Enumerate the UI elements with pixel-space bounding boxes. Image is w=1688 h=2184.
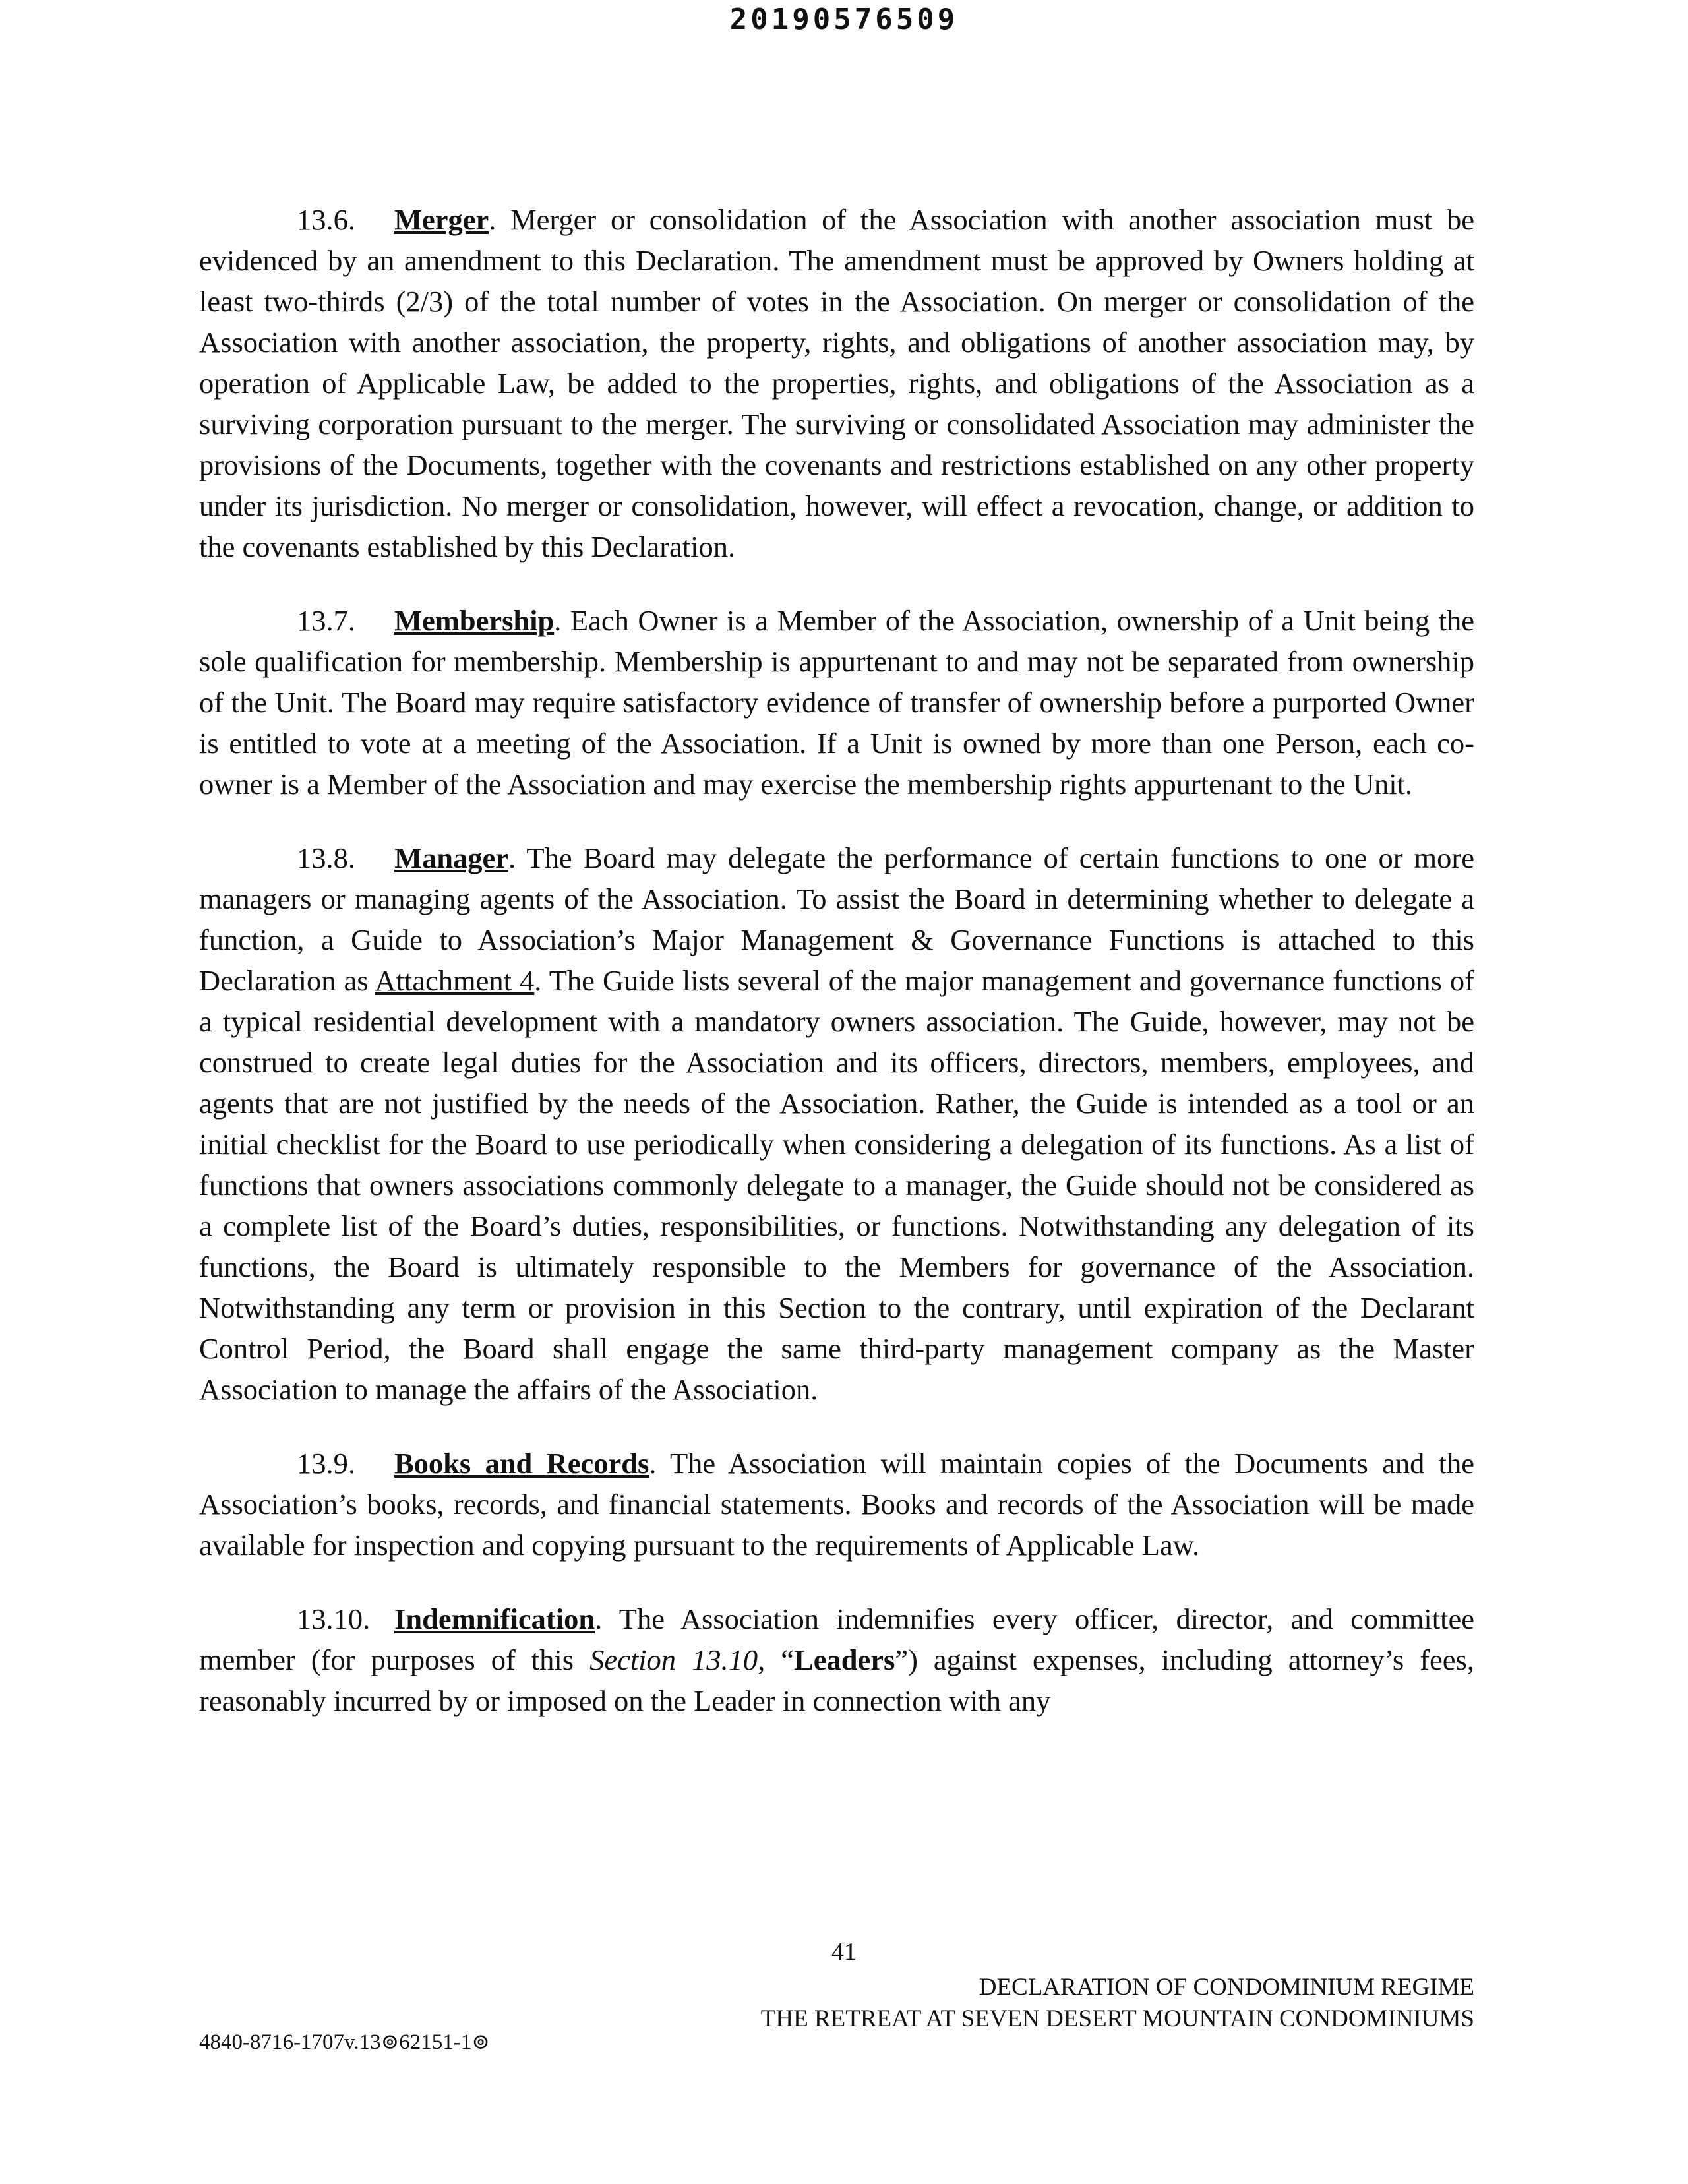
footer-title-line-2: THE RETREAT AT SEVEN DESERT MOUNTAIN CONDOMINIUMS xyxy=(760,2005,1474,2032)
section-heading-membership: Membership xyxy=(394,604,555,637)
section-number: 13.6. xyxy=(297,203,355,236)
section-reference: Section 13.10 xyxy=(589,1643,758,1676)
section-manager xyxy=(199,837,1474,1410)
section-indemnification xyxy=(199,1598,1474,1721)
section-number: 13.7. xyxy=(297,604,355,637)
section-text: , “ xyxy=(758,1643,795,1676)
section-heading-books-and-records: Books and Records xyxy=(394,1447,649,1480)
section-heading-merger: Merger xyxy=(394,203,489,236)
attachment-4-link[interactable]: Attachment 4 xyxy=(375,964,535,997)
section-text: . The Board may delegate the performance of certain functions to one or more managers or managing agents of the Association. To assist the Board in determining whether to delegate a function, a Guide to Association’s Major Management & Governance Functions is attached to this Declaration as xyxy=(199,841,1474,997)
defined-term-leaders: Leaders xyxy=(794,1643,895,1676)
document-id: 4840-8716-1707v.13⊚62151-1⊚ xyxy=(199,2030,490,2054)
section-heading-manager: Manager xyxy=(394,841,509,874)
footer-document-title xyxy=(761,1972,1474,2035)
section-number: 13.8. xyxy=(297,841,355,874)
section-text: . The Association indemnifies every officer, director, and committee member (for purposes of this xyxy=(199,1602,1474,1676)
section-heading-indemnification: Indemnification xyxy=(394,1602,595,1635)
section-text: . Merger or consolidation of the Association with another association must be evidenced by an amendment to this Declaration. The amendment must be approved by Owners holding at least two-thirds (2/3) of the total number of votes in the Association. On merger or consolidation of the Association with another association, the property, rights, and obligations of another association may, by operation of Applicable Law, be added to the properties, rights, and obligations of the Association as a surviving corporation pursuant to the merger. The surviving or consolidated Association may administer the provisions of the Documents, together with the covenants and restrictions established on any other property under its jurisdiction. No merger or consolidation, however, will effect a revocation, change, or addition to the covenants established by this Declaration. xyxy=(199,203,1474,563)
section-number: 13.9. xyxy=(297,1447,355,1480)
section-number: 13.10. xyxy=(297,1602,371,1635)
section-text: . The Guide lists several of the major management and governance functions of a typical residential development with a mandatory owners association. The Guide, however, may not be construed to create legal duties for the Association and its officers, directors, members, employees, and agents that are not justified by the needs of the Association. Rather, the Guide is intended as a tool or an initial checklist for the Board to use periodically when considering a delegation of its functions. As a list of functions that owners associations commonly delegate to a manager, the Guide should not be considered as a complete list of the Board’s duties, responsibilities, or functions. Notwithstanding any delegation of its functions, the Board is ultimately responsible to the Members for governance of the Association. Notwithstanding any term or provision in this Section to the contrary, until expiration of the Declarant Control Period, the Board shall engage the same third-party management company as the Master Association to manage the affairs of the Association. xyxy=(199,964,1474,1406)
recording-number: 20190576509 xyxy=(729,3,959,36)
document-body xyxy=(199,199,1474,1754)
section-merger xyxy=(199,199,1474,567)
section-membership xyxy=(199,600,1474,804)
footer-title-line-1: DECLARATION OF CONDOMINIUM REGIME xyxy=(979,1974,1474,2001)
section-books-and-records xyxy=(199,1443,1474,1565)
section-text: . Each Owner is a Member of the Association, ownership of a Unit being the sole qualification for membership. Membership is appurtenant to and may not be separated from ownership of the Unit. The Board may require satisfactory evidence of transfer of ownership before a purported Owner is entitled to vote at a meeting of the Association. If a Unit is owned by more than one Person, each co-owner is a Member of the Association and may exercise the membership rights appurtenant to the Unit. xyxy=(199,604,1474,801)
section-text: ”) against expenses, including attorney’s fees, reasonably incurred by or imposed on the Leader in connection with any xyxy=(199,1643,1475,1717)
section-text: . The Association will maintain copies of the Documents and the Association’s books, records, and financial statements. Books and records of the Association will be made available for inspection and copying pursuant to the requirements of Applicable Law. xyxy=(199,1447,1475,1562)
page-number: 41 xyxy=(831,1938,857,1966)
